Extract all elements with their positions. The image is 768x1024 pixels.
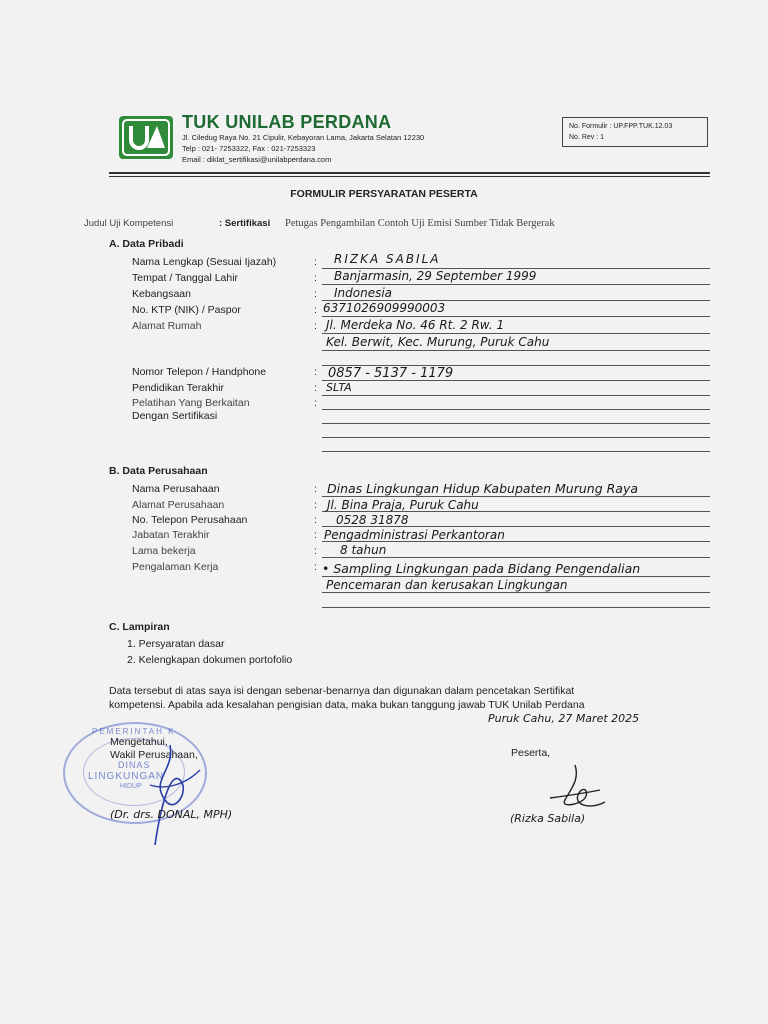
underline xyxy=(322,423,710,424)
colon: : xyxy=(314,366,317,378)
underline xyxy=(322,592,710,593)
colon: : xyxy=(314,397,317,409)
colon: : xyxy=(314,529,317,541)
logo-icon xyxy=(119,116,173,159)
place-date: Puruk Cahu, 27 Maret 2025 xyxy=(488,712,640,725)
underline xyxy=(322,350,710,351)
form-number: No. Formulir : UP.FPP.TUK.12.03 xyxy=(569,123,673,130)
header-divider xyxy=(109,172,710,174)
label-alamat-perusahaan: Alamat Perusahaan xyxy=(132,499,225,511)
right-signatory-name: (Rizka Sabila) xyxy=(510,812,586,825)
form-title: FORMULIR PERSYARATAN PESERTA xyxy=(290,188,478,200)
tuk-logo xyxy=(119,116,173,159)
label-jabatan: Jabatan Terakhir xyxy=(132,529,210,541)
underline xyxy=(322,395,710,396)
value-telepon: 0857 - 5137 - 1179 xyxy=(328,366,454,381)
colon: : xyxy=(314,256,317,268)
label-nama-perusahaan: Nama Perusahaan xyxy=(132,483,220,495)
colon: : xyxy=(314,499,317,511)
value-telepon-perusahaan: 0528 31878 xyxy=(336,513,409,527)
stamp-text: HIDUP xyxy=(120,783,142,790)
label-ttl: Tempat / Tanggal Lahir xyxy=(132,272,239,284)
judul-value: Petugas Pengambilan Contoh Uji Emisi Sumber Tidak Bergerak xyxy=(285,218,555,229)
org-address: Jl. Ciledug Raya No. 21 Cipulir, Kebayoran Lama, Jakarta Selatan 12230 xyxy=(182,133,425,142)
judul-prefix: : Sertifikasi xyxy=(219,218,271,229)
rev-number: No. Rev : 1 xyxy=(569,134,605,141)
judul-label: Judul Uji Kompetensi xyxy=(84,218,174,229)
colon: : xyxy=(314,561,317,573)
statement-line-2: kompetensi. Apabila ada kesalahan pengisian data, maka bukan tanggung jawab TUK Unilab Perdana xyxy=(109,699,585,711)
value-pendidikan: SLTA xyxy=(326,381,352,394)
underline xyxy=(322,437,710,438)
colon: : xyxy=(314,304,317,316)
value-alamat-perusahaan: Jl. Bina Praja, Puruk Cahu xyxy=(327,498,479,512)
value-alamat-2: Kel. Berwit, Kec. Murung, Puruk Cahu xyxy=(326,335,550,349)
value-lama-bekerja: 8 tahun xyxy=(340,543,387,557)
label-kebangsaan: Kebangsaan xyxy=(132,288,191,300)
value-ktp: 6371026909990003 xyxy=(323,301,446,315)
signature-left xyxy=(130,740,210,850)
label-telepon-perusahaan: No. Telepon Perusahaan xyxy=(132,514,248,526)
label-lama-bekerja: Lama bekerja xyxy=(132,545,196,557)
statement-line-1: Data tersebut di atas saya isi dengan sebenar-benarnya dan digunakan dalam pencetakan Sertifikat xyxy=(109,685,575,697)
form-number-box xyxy=(562,117,708,147)
value-jabatan: Pengadministrasi Perkantoran xyxy=(324,528,505,542)
value-ttl: Banjarmasin, 29 September 1999 xyxy=(334,269,537,283)
underline xyxy=(322,451,710,452)
value-kebangsaan: Indonesia xyxy=(334,286,393,300)
colon: : xyxy=(314,514,317,526)
value-pengalaman-1: • Sampling Lingkungan pada Bidang Pengendalian xyxy=(322,561,641,576)
section-c-title: C. Lampiran xyxy=(109,621,170,633)
colon: : xyxy=(314,320,317,332)
header-divider-thin xyxy=(109,176,710,177)
underline xyxy=(322,316,710,317)
stamp-text: DINAS xyxy=(118,760,151,770)
underline xyxy=(322,333,710,334)
lampiran-item: 2. Kelengkapan dokumen portofolio xyxy=(127,654,293,666)
left-signatory-name: (Dr. drs. DONAL, MPH) xyxy=(110,808,233,821)
section-b-title: B. Data Perusahaan xyxy=(109,465,208,477)
wakil-perusahaan-label: Wakil Perusahaan, xyxy=(110,749,198,761)
label-ktp: No. KTP (NIK) / Paspor xyxy=(132,304,241,316)
peserta-label: Peserta, xyxy=(511,747,551,759)
section-a-title: A. Data Pribadi xyxy=(109,238,184,250)
underline xyxy=(322,576,710,577)
org-name: TUK UNILAB PERDANA xyxy=(182,112,392,132)
signature-right xyxy=(520,760,610,820)
colon: : xyxy=(314,545,317,557)
underline xyxy=(322,284,710,285)
label-pengalaman: Pengalaman Kerja xyxy=(132,561,219,573)
value-pengalaman-2: Pencemaran dan kerusakan Lingkungan xyxy=(326,578,568,592)
label-telepon: Nomor Telepon / Handphone xyxy=(132,366,267,378)
colon: : xyxy=(314,288,317,300)
colon: : xyxy=(314,272,317,284)
stamp-text: LINGKUNGAN xyxy=(88,771,165,782)
org-email: Email : diklat_sertifikasi@unilabperdana.com xyxy=(182,155,332,164)
underline xyxy=(322,607,710,608)
label-pelatihan-2: Dengan Sertifikasi xyxy=(132,410,218,422)
underline xyxy=(322,557,710,558)
colon: : xyxy=(314,382,317,394)
label-pelatihan-1: Pelatihan Yang Berkaitan xyxy=(132,397,250,409)
label-pendidikan: Pendidikan Terakhir xyxy=(132,382,225,394)
value-alamat-1: Jl. Merdeka No. 46 Rt. 2 Rw. 1 xyxy=(326,318,505,332)
underline xyxy=(322,496,710,497)
label-alamat: Alamat Rumah xyxy=(132,320,202,332)
mengetahui-label: Mengetahui, xyxy=(110,736,168,748)
org-phone: Telp : 021- 7253322, Fax : 021-7253323 xyxy=(182,144,316,153)
value-nama: RIZKA SABILA xyxy=(334,252,441,266)
stamp-text: PEMERINTAH K xyxy=(92,727,176,736)
lampiran-item: 1. Persyaratan dasar xyxy=(127,638,225,650)
underline xyxy=(322,409,710,410)
label-nama: Nama Lengkap (Sesuai Ijazah) xyxy=(132,256,277,268)
value-nama-perusahaan: Dinas Lingkungan Hidup Kabupaten Murung Raya xyxy=(327,481,639,496)
colon: : xyxy=(314,483,317,495)
